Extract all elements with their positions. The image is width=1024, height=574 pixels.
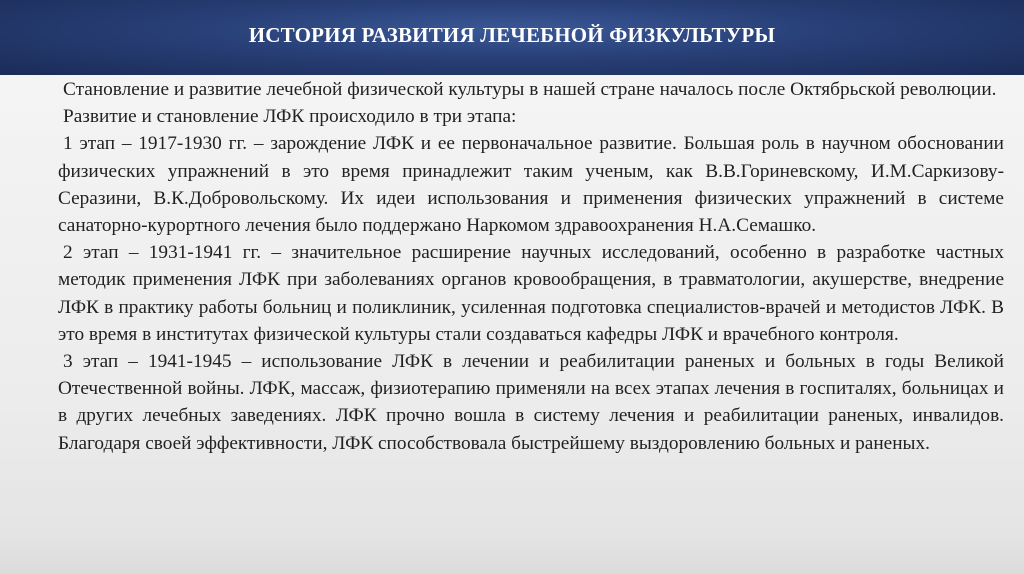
title-banner: [0, 0, 1024, 75]
slide-title: ИСТОРИЯ РАЗВИТИЯ ЛЕЧЕБНОЙ ФИЗКУЛЬТУРЫ: [248, 23, 776, 47]
paragraph-intro: Становление и развитие лечебной физической культуры в нашей стране началось после Октябрьской революции.: [63, 79, 997, 100]
paragraph-stage-2: 2 этап – 1931-1941 гг. – значительное расширение научных исследований, особенно в разработке частных методик применения ЛФК при заболеваниях органов кровообращения, в травматологии, акушерстве, внедрение ЛФК в практику работы больниц и поликлиник, усиленная подготовка специалистов-врачей и методистов ЛФК. В это время в институтах физической культуры стали создаваться кафедры ЛФК и врачебного контроля.: [58, 242, 1004, 345]
bottom-shade: [0, 534, 1024, 574]
paragraph-stages-overview: Развитие и становление ЛФК происходило в три этапа:: [63, 106, 517, 128]
slide-body: [58, 76, 1004, 457]
paragraph-stage-3: 3 этап – 1941-1945 – использование ЛФК в лечении и реабилитации раненых и больных в годы Великой Отечественной войны. ЛФК, массаж, физиотерапию применяли на всех этапах лечения в госпиталях, больницах и в других лечебных заведениях. ЛФК прочно вошла в систему лечения и реабилитации раненых, инвалидов. Благодаря своей эффективности, ЛФК способствовала быстрейшему выздоровлению больных и раненых.: [58, 351, 1004, 454]
paragraph-stage-1: 1 этап – 1917-1930 гг. – зарождение ЛФК и ее первоначальное развитие. Большая роль в научном обосновании физических упражнений в это время принадлежит таким ученым, как В.В.Гориневскому, И.М.Саркизову-Серазини, В.К.Добровольскому. Их идеи использования и применения физических упражнений в системе санаторно-курортного лечения было поддержано Наркомом здравоохранения Н.А.Семашко.: [58, 133, 1004, 237]
